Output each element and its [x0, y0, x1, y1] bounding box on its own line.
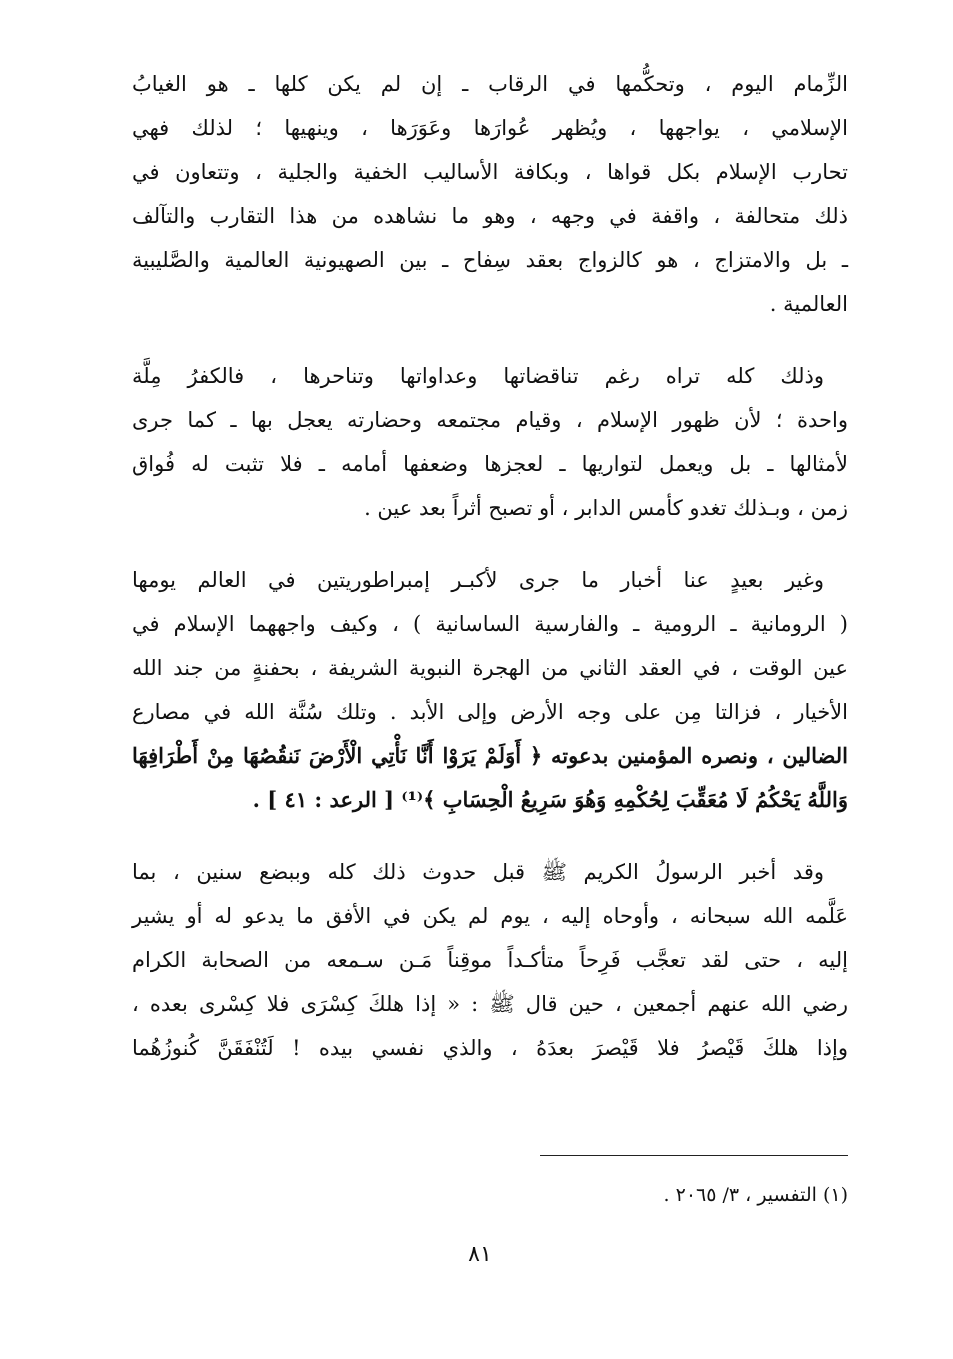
- text-line: لأمثالها ـ بل ويعمل لتواريها ـ لعجزها وضعفها أمامه ـ فلا تثبت له فُواق: [132, 452, 848, 476]
- text-line: الإسلامي ، يواجهها ، ويُظهر عُوارَها وعَوَرَها ، وينهيها ؛ لذلك فهي: [132, 116, 848, 140]
- text-line: ـ بل والامتزاج ، هو كالزواج بعقد سِفاح ـ بين الصهيونية العالمية والصَّليبية: [132, 248, 848, 272]
- text-line: العالمية .: [769, 292, 848, 316]
- quran-verse-line: وَاللَّهُ يَحْكُمُ لَا مُعَقِّبَ لِحُكْمِهِ وَهُوَ سَرِيعُ الْحِسَابِ ﴾⁽¹⁾ [ الرعد : ٤١ ] .: [252, 787, 848, 812]
- text-line: وذلك كله تراه رغم تناقضاتها وعداواتها وتناحرها ، فالكفرُ مِلَّة: [132, 364, 824, 388]
- text-line: رضي الله عنهم أجمعين ، حين قال ﷺ : « إذا هلكَ كِسْرَى فلا كِسْرى بعده ،: [132, 992, 848, 1016]
- text-line: عين الوقت ، في العقد الثاني من الهجرة النبوية الشريفة ، بحفنةٍ من جند الله: [132, 656, 848, 680]
- quran-verse-line: الضالين ، ونصره المؤمنين بدعوته ﴿ أَوَلَمْ يَرَوْا أَنَّا نَأْتِي الْأَرْضَ نَنقُصُهَا مِنْ أَطْرَافِهَا: [132, 743, 848, 768]
- text-line: واحدة ؛ لأن ظهور الإسلام ، وقيام مجتمعه وحضارته يعجل بها ـ كما جرى: [132, 408, 848, 432]
- footnote-divider: [540, 1155, 848, 1156]
- text-line: ذلك متحالفة ، واقفة في وجهه ، وهو ما نشاهده من هذا التقارب والتآلف: [132, 204, 848, 228]
- text-line: زمن ، وبـذلك تغدو كأمس الدابر ، أو تصبح أثراً بعد عين .: [364, 496, 848, 520]
- body-text: [132, 62, 848, 1098]
- paragraph-4: [132, 850, 848, 1070]
- text-line: وقد أخبر الرسولُ الكريم ﷺ قبل حدوث ذلك كله وببضع سنين ، بما: [132, 860, 824, 884]
- footnote: (١) التفسير ، ٣/ ٢٠٦٥ .: [663, 1184, 848, 1206]
- paragraph-3: [132, 558, 848, 822]
- paragraph-2: [132, 354, 848, 530]
- page-number: ٨١: [468, 1242, 492, 1267]
- text-line: تحارب الإسلام بكل قواها ، وبكافة الأساليب الخفية والجلية ، وتتعاون في: [132, 160, 848, 184]
- text-line: الزِّمام اليوم ، وتحكُّمها في الرقاب ـ إن لم يكن كلها ـ هو الغيابُ: [132, 72, 848, 96]
- text-line: وغير بعيدٍ عنا أخبار ما جرى لأكبـر إمبراطوريتين في العالم يومها: [132, 568, 824, 592]
- text-line: الأخيار ، فزالتا مِن على وجه الأرض وإلى الأبد . وتلك سُنَّة الله في مصارع: [132, 700, 848, 724]
- text-line: وإذا هلكَ قَيْصرُ فلا قَيْصرَ بعدَهُ ، والذي نفسي بيده ! لَتُنْفَقَنَّ كُنوزُهُما: [132, 1036, 848, 1060]
- text-line: إليه ، حتى لقد تعجَّب فَرِحاً متأكـداً موقِناً مَـن سـمعه من الصحابة الكرام: [132, 948, 848, 972]
- text-line: عَلَّمه الله سبحانه ، وأوحاه إليه ، يوم لم يكن في الأفق ما يدعو له أو يشير: [132, 904, 848, 928]
- paragraph-1: [132, 62, 848, 326]
- text-line: ( الرومانية ـ الرومية ـ والفارسية الساسانية ) ، وكيف واجههما الإسلام في: [132, 612, 848, 636]
